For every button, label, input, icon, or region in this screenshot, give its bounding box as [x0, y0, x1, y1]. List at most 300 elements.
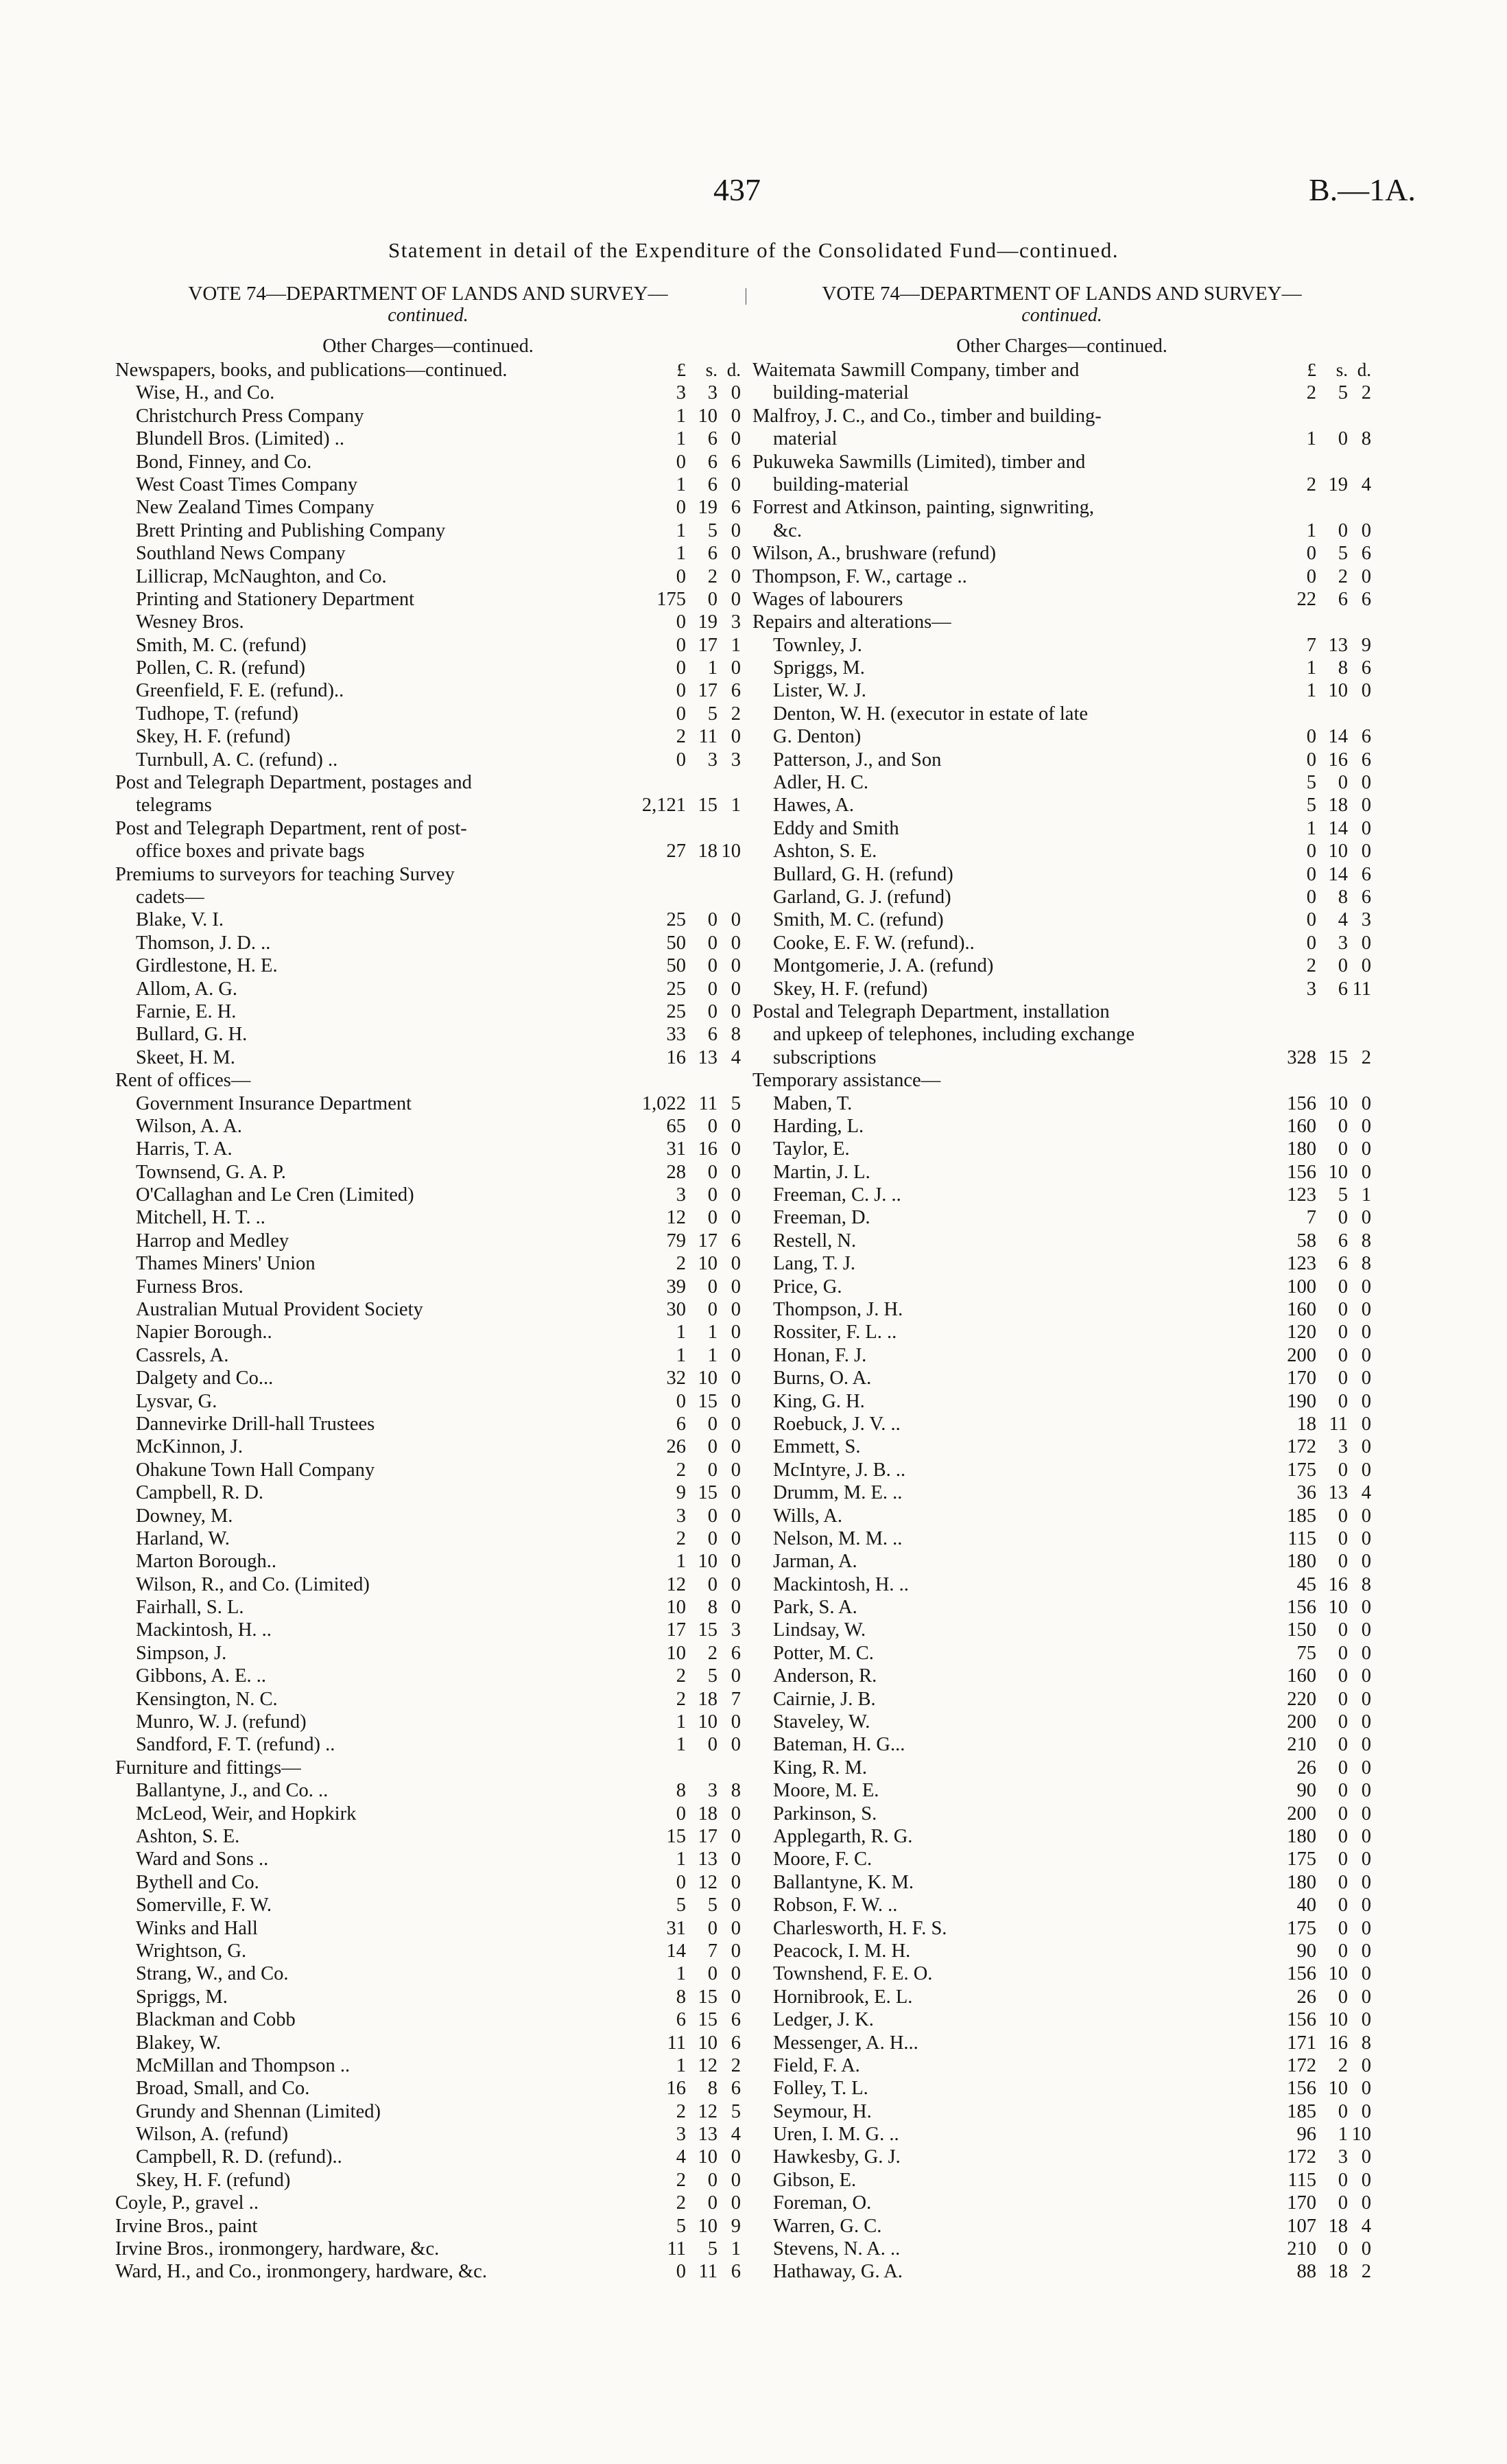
shillings: 0 — [1338, 1322, 1348, 1344]
ledger-row — [752, 2008, 1371, 2031]
pence: 0 — [1361, 1757, 1371, 1779]
pounds: 1 — [676, 1322, 686, 1344]
payee-name: Munro, W. J. (refund) — [136, 1711, 307, 1733]
pence: 4 — [731, 1046, 741, 1068]
pounds: 2 — [1306, 473, 1316, 495]
shillings: 0 — [1338, 2100, 1348, 2122]
pence: 0 — [731, 543, 741, 565]
shillings: 6 — [707, 543, 717, 565]
pounds: 0 — [676, 565, 686, 587]
pence: 0 — [1361, 1780, 1371, 1802]
pence: 0 — [731, 1826, 741, 1847]
ledger-row — [115, 1230, 741, 1252]
expenditure-list — [752, 359, 1371, 2284]
payee-name: Mackintosh, H. .. — [136, 1619, 272, 1641]
pence: 0 — [731, 1665, 741, 1687]
ledger-row — [115, 657, 741, 679]
pounds: 45 — [1296, 1573, 1316, 1595]
pounds: 7 — [1306, 1207, 1316, 1229]
pounds: 2 — [676, 1688, 686, 1710]
ledger-row — [115, 1000, 741, 1023]
pence: 0 — [1361, 1894, 1371, 1916]
payee-name: Hawkesby, G. J. — [773, 2146, 901, 2168]
shillings: 18 — [1328, 795, 1348, 817]
amount — [638, 2215, 741, 2238]
pence: 0 — [731, 1803, 741, 1824]
ledger-row — [115, 1940, 741, 1962]
amount — [638, 1550, 741, 1573]
shillings: 12 — [698, 2054, 717, 2076]
pounds: 1 — [1306, 680, 1316, 702]
shillings: 0 — [1338, 1917, 1348, 1939]
amount — [1268, 1573, 1371, 1596]
pence: 0 — [731, 1253, 741, 1275]
ledger-row — [115, 565, 741, 588]
pence: 0 — [731, 1482, 741, 1504]
ledger-row — [752, 2100, 1371, 2123]
amount — [638, 2100, 741, 2123]
ledger-row — [752, 2054, 1371, 2077]
amount — [638, 565, 741, 588]
ledger-row — [752, 1459, 1371, 1481]
pounds: 3 — [676, 382, 686, 404]
amount — [638, 1825, 741, 1848]
shillings: 0 — [1338, 1642, 1348, 1664]
amount — [638, 1596, 741, 1619]
pounds: 160 — [1287, 1115, 1316, 1137]
ledger-row — [752, 427, 1371, 450]
amount — [1268, 1848, 1371, 1870]
ledger-row — [752, 1825, 1371, 1848]
shillings: 0 — [1338, 1711, 1348, 1733]
amount — [638, 611, 741, 633]
pounds: 156 — [1287, 2078, 1316, 2100]
pence: 0 — [1361, 1986, 1371, 2008]
amount — [1268, 588, 1371, 611]
shillings: 0 — [1338, 1757, 1348, 1779]
payee-name: building-material — [773, 473, 909, 495]
other-charges-heading: Other Charges—continued. — [322, 336, 534, 357]
pounds: 11 — [667, 2032, 686, 2054]
pence: 9 — [731, 2215, 741, 2237]
shillings: 10 — [1328, 1597, 1348, 1619]
pounds: 2 — [1306, 382, 1316, 404]
amount — [1268, 2215, 1371, 2238]
payee-name: Denton, W. H. (executor in estate of late — [773, 703, 1089, 725]
shillings: 0 — [707, 978, 717, 1000]
pence: 0 — [731, 1207, 741, 1229]
ledger-row — [115, 932, 741, 954]
payee-name: Foreman, O. — [773, 2192, 872, 2214]
payee-name: Temporary assistance— — [752, 1070, 941, 1092]
pounds: 3 — [1306, 978, 1316, 1000]
ledger-row — [115, 1917, 741, 1940]
amount — [1268, 886, 1371, 908]
payee-name: Burns, O. A. — [773, 1368, 872, 1389]
pence: 6 — [1361, 543, 1371, 565]
pounds: 0 — [676, 680, 686, 702]
pence: 6 — [731, 2009, 741, 2031]
payee-name: Emmett, S. — [773, 1436, 861, 1458]
pence: 0 — [1361, 1276, 1371, 1298]
payee-name: Kensington, N. C. — [136, 1688, 278, 1710]
ledger-row — [115, 1092, 741, 1115]
pence: 0 — [1361, 1734, 1371, 1756]
pounds: 1 — [676, 1849, 686, 1870]
amount — [1268, 908, 1371, 931]
pounds: 2 — [676, 2192, 686, 2214]
pounds: 107 — [1287, 2215, 1316, 2237]
shillings: 0 — [1338, 1986, 1348, 2008]
pence: 6 — [1361, 657, 1371, 679]
pence: 2 — [1361, 382, 1371, 404]
pounds: 0 — [676, 451, 686, 473]
ledger-row — [752, 1184, 1371, 1206]
amount — [1268, 2260, 1371, 2283]
pence: 0 — [731, 588, 741, 610]
amount — [638, 1344, 741, 1367]
shillings: 17 — [698, 634, 717, 656]
payee-name: Harding, L. — [773, 1115, 864, 1137]
shillings: 6 — [1338, 588, 1348, 610]
shillings: 14 — [1328, 863, 1348, 885]
shillings: 3 — [1338, 1436, 1348, 1458]
pounds: 3 — [676, 1184, 686, 1206]
shillings: 0 — [707, 1573, 717, 1595]
ledger-row — [115, 703, 741, 725]
ledger-row — [752, 1803, 1371, 1825]
payee-name: Wesney Bros. — [136, 611, 244, 633]
shillings: 0 — [1338, 2192, 1348, 2214]
pence: 0 — [731, 1344, 741, 1366]
pounds: 172 — [1287, 2054, 1316, 2076]
pence: 0 — [1361, 519, 1371, 541]
pounds: 180 — [1287, 1871, 1316, 1893]
payee-name: material — [773, 428, 838, 450]
shillings: 0 — [1338, 428, 1348, 450]
amount — [638, 1092, 741, 1115]
pounds: 26 — [1296, 1757, 1316, 1779]
amount — [1268, 1459, 1371, 1481]
ledger-row — [752, 1779, 1371, 1802]
payee-name: Townley, J. — [773, 634, 862, 656]
ledger-row — [115, 1321, 741, 1344]
pence: 0 — [1361, 1711, 1371, 1733]
shillings: 0 — [1338, 1826, 1348, 1847]
pounds: 0 — [1306, 909, 1316, 931]
shillings: 0 — [1338, 1780, 1348, 1802]
shillings: 17 — [698, 680, 717, 702]
pounds: 5 — [676, 2215, 686, 2237]
ledger-row — [115, 1505, 741, 1527]
pence: 4 — [1361, 473, 1371, 495]
shillings: 0 — [707, 1436, 717, 1458]
amount — [638, 451, 741, 473]
ledger-row — [752, 2123, 1371, 2146]
pounds: 0 — [1306, 841, 1316, 863]
payee-name: Peacock, I. M. H. — [773, 1940, 911, 1962]
payee-name: Campbell, R. D. — [136, 1482, 264, 1504]
ledger-row — [115, 1115, 741, 1138]
shillings: 0 — [707, 2192, 717, 2214]
ledger-row — [752, 1046, 1371, 1069]
ledger-row — [752, 359, 1371, 382]
pence: 0 — [731, 909, 741, 931]
column-head-pounds: £ — [1307, 360, 1316, 380]
pence: 6 — [1361, 749, 1371, 771]
payee-name: Irvine Bros., paint — [115, 2215, 258, 2237]
shillings: 0 — [1338, 1276, 1348, 1298]
payee-name: Rent of offices— — [115, 1070, 251, 1092]
payee-name: Skeet, H. M. — [136, 1046, 235, 1068]
ledger-row — [752, 817, 1371, 840]
pounds: 65 — [666, 1115, 686, 1137]
pence: 0 — [1361, 1207, 1371, 1229]
ledger-row — [115, 2008, 741, 2031]
pence: 0 — [731, 657, 741, 679]
amount — [638, 703, 741, 725]
ledger-row — [115, 954, 741, 977]
amount — [638, 1917, 741, 1940]
ledger-row — [115, 771, 741, 794]
pence: 0 — [1361, 1871, 1371, 1893]
payee-name: Jarman, A. — [773, 1551, 857, 1573]
shillings: 0 — [1338, 1551, 1348, 1573]
pounds: 156 — [1287, 1161, 1316, 1183]
ledger-row — [115, 794, 741, 817]
amount — [638, 749, 741, 771]
payee-name: Ballantyne, J., and Co. .. — [136, 1780, 329, 1802]
pence: 8 — [1361, 428, 1371, 450]
pounds: 10 — [666, 1597, 686, 1619]
pence: 0 — [731, 1413, 741, 1435]
amount — [1268, 1481, 1371, 1504]
amount — [1268, 1917, 1371, 1940]
payee-name: Farnie, E. H. — [136, 1000, 237, 1022]
pence: 0 — [731, 1000, 741, 1022]
amount — [638, 657, 741, 679]
shillings: 3 — [1338, 2146, 1348, 2168]
amount — [1268, 1390, 1371, 1413]
ledger-row — [115, 1803, 741, 1825]
amount — [1268, 771, 1371, 794]
pence: 0 — [1361, 1849, 1371, 1870]
amount — [1268, 1230, 1371, 1252]
shillings: 15 — [698, 2009, 717, 2031]
amount — [638, 840, 741, 863]
ledger-row — [752, 542, 1371, 565]
pence: 0 — [731, 1849, 741, 1870]
pence: 7 — [731, 1688, 741, 1710]
pence: 0 — [1361, 1322, 1371, 1344]
pounds: 25 — [666, 978, 686, 1000]
pounds: 160 — [1287, 1299, 1316, 1321]
amount — [638, 634, 741, 657]
ledger-row — [752, 565, 1371, 588]
pence: 0 — [731, 1184, 741, 1206]
shillings: 0 — [1338, 1871, 1348, 1893]
ledger-row — [115, 1459, 741, 1481]
pounds: 120 — [1287, 1322, 1316, 1344]
shillings: 10 — [698, 1253, 717, 1275]
ledger-row — [115, 496, 741, 519]
pounds: 5 — [1306, 795, 1316, 817]
payee-name: Roebuck, J. V. .. — [773, 1413, 901, 1435]
pounds: 96 — [1296, 2124, 1316, 2146]
payee-name: Coyle, P., gravel .. — [115, 2192, 259, 2214]
payee-name: Wilson, R., and Co. (Limited) — [136, 1573, 370, 1595]
amount — [638, 1894, 741, 1916]
shillings: 16 — [1328, 1573, 1348, 1595]
ledger-row — [752, 978, 1371, 1000]
ledger-row — [752, 588, 1371, 611]
ledger-row — [115, 2192, 741, 2214]
payee-name: Skey, H. F. (refund) — [773, 978, 928, 1000]
ledger-row — [752, 886, 1371, 908]
amount — [1268, 1092, 1371, 1115]
amount — [1268, 2123, 1371, 2146]
payee-name: Postal and Telegraph Department, installation — [752, 1000, 1110, 1022]
shillings: 0 — [1338, 1138, 1348, 1160]
shillings: 0 — [707, 1505, 717, 1527]
payee-name: Thames Miners' Union — [136, 1253, 316, 1275]
pounds: 28 — [666, 1161, 686, 1183]
ledger-row — [752, 908, 1371, 931]
shillings: 1 — [707, 657, 717, 679]
page-number: 437 — [713, 172, 761, 207]
shillings: 13 — [698, 1849, 717, 1870]
ledger-row — [752, 2192, 1371, 2214]
payee-name: Montgomerie, J. A. (refund) — [773, 955, 994, 977]
shillings: 0 — [707, 1000, 717, 1022]
pence: 0 — [731, 428, 741, 450]
pence: 0 — [1361, 1642, 1371, 1664]
amount — [1268, 932, 1371, 954]
pounds: 115 — [1288, 1527, 1316, 1549]
ledger-row — [752, 1550, 1371, 1573]
ledger-row — [115, 1413, 741, 1435]
ledger-row — [115, 886, 741, 908]
payee-name: Blake, V. I. — [136, 909, 224, 931]
shillings: 2 — [1338, 565, 1348, 587]
pounds: 1 — [676, 1344, 686, 1366]
payee-name: King, R. M. — [773, 1757, 867, 1779]
amount — [1268, 1665, 1371, 1687]
ledger-row — [115, 1711, 741, 1733]
pence: 0 — [1361, 1138, 1371, 1160]
pounds: 2 — [676, 1665, 686, 1687]
payee-name: Maben, T. — [773, 1092, 853, 1114]
amount — [638, 1184, 741, 1206]
pence: 0 — [731, 726, 741, 748]
payee-name: Blundell Bros. (Limited) .. — [136, 428, 344, 450]
payee-name: building-material — [773, 382, 909, 404]
pounds: 1 — [1306, 519, 1316, 541]
payee-name: Christchurch Press Company — [136, 405, 364, 427]
ledger-row — [752, 1161, 1371, 1184]
pounds: 156 — [1287, 1092, 1316, 1114]
amount — [638, 1803, 741, 1825]
amount — [1268, 1206, 1371, 1229]
amount — [1268, 1619, 1371, 1641]
amount — [638, 519, 741, 542]
payee-name: Moore, M. E. — [773, 1780, 879, 1802]
ledger-row — [115, 679, 741, 702]
payee-name: Skey, H. F. (refund) — [136, 2169, 291, 2191]
shillings: 4 — [1338, 909, 1348, 931]
ledger-row — [115, 1276, 741, 1298]
pence: 8 — [731, 1780, 741, 1802]
amount — [1268, 1298, 1371, 1321]
amount — [638, 1459, 741, 1481]
pence: 0 — [731, 2192, 741, 2214]
payee-name: Harrop and Medley — [136, 1230, 289, 1252]
amount — [1268, 1527, 1371, 1550]
ledger-row — [752, 932, 1371, 954]
amount — [638, 725, 741, 748]
pounds: 26 — [1296, 1986, 1316, 2008]
shillings: 0 — [1338, 1299, 1348, 1321]
payee-name: Ashton, S. E. — [773, 841, 877, 863]
payee-name: Harris, T. A. — [136, 1138, 233, 1160]
pence: 4 — [1361, 2215, 1371, 2237]
pence: 0 — [1361, 1161, 1371, 1183]
vote-continued: continued. — [388, 305, 468, 326]
payee-name: Ballantyne, K. M. — [773, 1871, 914, 1893]
amount — [638, 908, 741, 931]
pounds: 75 — [1296, 1642, 1316, 1664]
pounds: 16 — [666, 1046, 686, 1068]
pounds: 0 — [676, 2261, 686, 2283]
pence: 0 — [731, 1299, 741, 1321]
shillings: 0 — [707, 1459, 717, 1481]
payee-name: Newspapers, books, and publications—continued. — [115, 360, 508, 381]
payee-name: Rossiter, F. L. .. — [773, 1322, 897, 1344]
payee-name: Greenfield, F. E. (refund).. — [136, 680, 344, 702]
ledger-row — [752, 1688, 1371, 1711]
payee-name: O'Callaghan and Le Cren (Limited) — [136, 1184, 414, 1206]
ledger-row — [752, 1344, 1371, 1367]
pence: 0 — [1361, 1597, 1371, 1619]
pounds: 123 — [1287, 1253, 1316, 1275]
pence: 8 — [1361, 1253, 1371, 1275]
pounds: 22 — [1296, 588, 1316, 610]
shillings: 15 — [1328, 1046, 1348, 1068]
ledger-row — [752, 1023, 1371, 1046]
amount — [638, 427, 741, 450]
shillings: 0 — [707, 1276, 717, 1298]
shillings: 10 — [698, 1551, 717, 1573]
pounds: 220 — [1287, 1688, 1316, 1710]
shillings: 13 — [1328, 1482, 1348, 1504]
payee-name: subscriptions — [773, 1046, 877, 1068]
pence: 6 — [1361, 588, 1371, 610]
payee-name: Hornibrook, E. L. — [773, 1986, 913, 2008]
pence: 0 — [1361, 1413, 1371, 1435]
ledger-row — [115, 451, 741, 473]
shillings: 0 — [1338, 1207, 1348, 1229]
pounds: 1 — [1306, 817, 1316, 839]
payee-name: Simpson, J. — [136, 1642, 227, 1664]
payee-name: Eddy and Smith — [773, 817, 899, 839]
pounds: 185 — [1287, 2100, 1316, 2122]
payee-name: Adler, H. C. — [773, 772, 868, 794]
pence: 5 — [731, 1092, 741, 1114]
page-reference: B.—1A. — [1309, 172, 1416, 207]
amount — [638, 1573, 741, 1596]
shillings: 0 — [1338, 1459, 1348, 1481]
pounds: 2 — [1306, 955, 1316, 977]
